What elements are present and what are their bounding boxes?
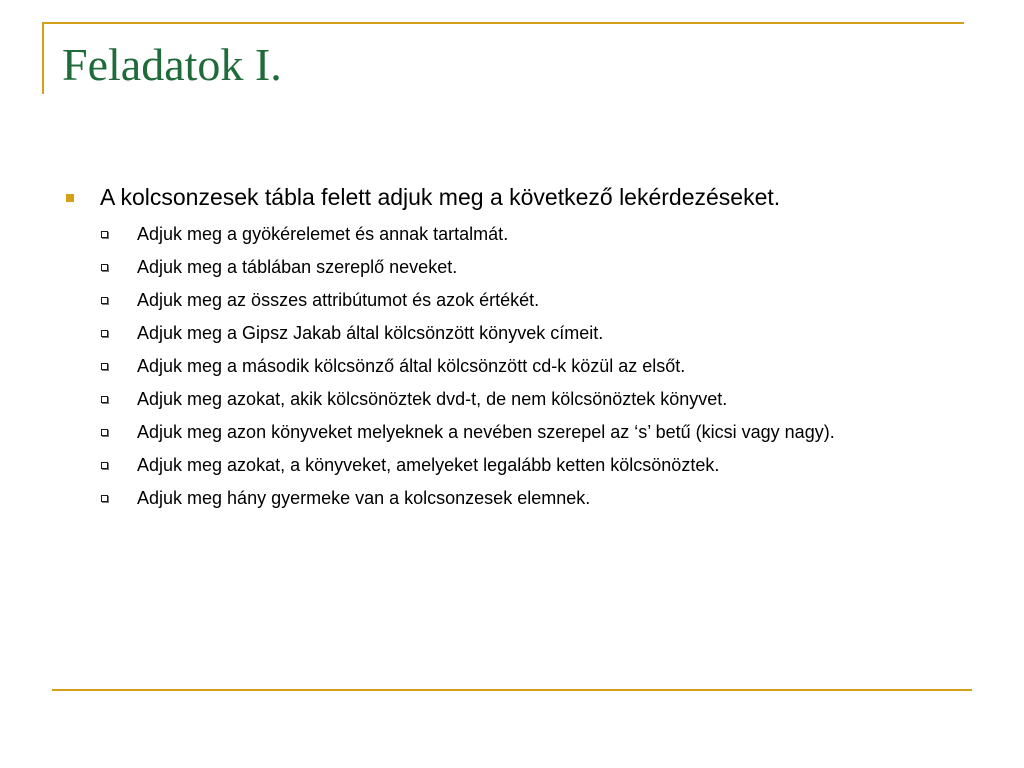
hollow-square-bullet-icon (101, 330, 108, 337)
sub-bullet-item (60, 221, 960, 248)
sub-bullet-text: Adjuk meg azokat, a könyveket, amelyeket legalább ketten kölcsönöztek. (137, 454, 720, 475)
sub-bullet-item (60, 386, 960, 413)
sub-bullet-text: Adjuk meg a táblában szereplő neveket. (137, 256, 458, 277)
sub-bullet-item (60, 254, 960, 281)
hollow-square-bullet-icon (101, 363, 108, 370)
hollow-square-bullet-icon (101, 231, 108, 238)
sub-bullet-item (60, 419, 960, 446)
hollow-square-bullet-icon (101, 462, 108, 469)
hollow-square-bullet-icon (101, 429, 108, 436)
sub-bullet-text: Adjuk meg a gyökérelemet és annak tartalmát. (137, 223, 509, 244)
hollow-square-bullet-icon (101, 495, 108, 502)
footer-divider-line (52, 689, 972, 691)
sub-bullet-list (60, 221, 960, 512)
sub-bullet-item (60, 320, 960, 347)
sub-bullet-text: Adjuk meg hány gyermeke van a kolcsonzesek elemnek. (137, 487, 591, 508)
sub-bullet-text: Adjuk meg a második kölcsönző által kölcsönzött cd-k közül az elsőt. (137, 355, 686, 376)
slide-title: Feladatok I. (62, 39, 282, 90)
sub-bullet-item (60, 485, 960, 512)
square-bullet-icon (66, 194, 74, 202)
sub-bullet-text: Adjuk meg azon könyveket melyeknek a nevében szerepel az ‘s’ betű (kicsi vagy nagy). (137, 421, 835, 442)
hollow-square-bullet-icon (101, 297, 108, 304)
main-bullet-text: A kolcsonzesek tábla felett adjuk meg a következő lekérdezéseket. (100, 184, 781, 210)
sub-bullet-item (60, 287, 960, 314)
sub-bullet-text: Adjuk meg a Gipsz Jakab által kölcsönzött könyvek címeit. (137, 322, 604, 343)
hollow-square-bullet-icon (101, 396, 108, 403)
sub-bullet-item (60, 353, 960, 380)
sub-bullet-text: Adjuk meg azokat, akik kölcsönöztek dvd-t, de nem kölcsönöztek könyvet. (137, 388, 728, 409)
slide-content (60, 183, 960, 518)
sub-bullet-item (60, 452, 960, 479)
main-bullet-item (60, 183, 960, 213)
frame-top-line (42, 22, 964, 24)
hollow-square-bullet-icon (101, 264, 108, 271)
sub-bullet-text: Adjuk meg az összes attribútumot és azok értékét. (137, 289, 540, 310)
frame-left-line (42, 22, 44, 94)
